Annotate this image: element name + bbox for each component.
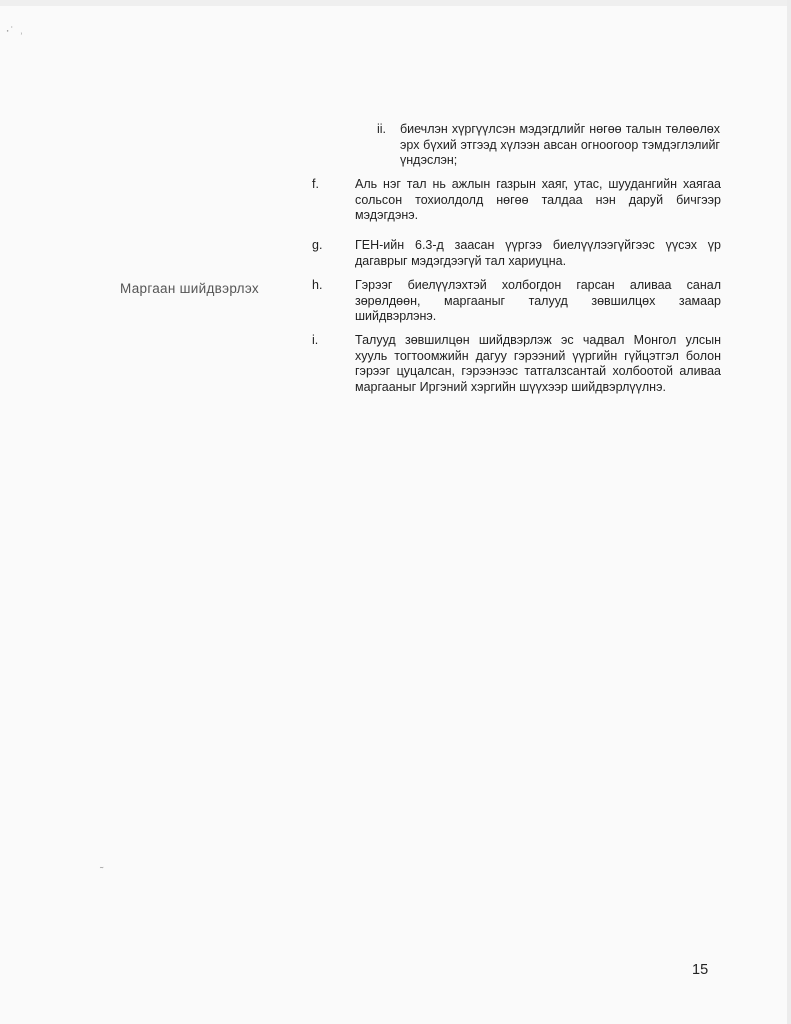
page-number: 15 [692,962,709,978]
list-item-h [312,278,721,325]
scan-edge-top [0,0,791,6]
scan-edge-right [787,0,791,1024]
list-item-ii [377,122,720,169]
scan-speck: ˜ [100,866,105,877]
list-marker: f. [312,177,319,191]
list-item-g [312,238,721,269]
list-item-text: Аль нэг тал нь ажлын газрын хаяг, утас, шуудангийн хаягаа сольсон тохиолдолд нөгөө талдаа нэн даруй бичгээр мэдэгдэнэ. [355,177,721,223]
section-side-label: Маргаан шийдвэрлэх [120,281,259,296]
list-marker: i. [312,333,319,347]
list-marker: g. [312,238,323,252]
list-item-i [312,333,721,395]
list-item-text: ГЕН-ийн 6.3-д заасан үүргээ биелүүлээгүйгээс үүсэх үр дагаврыг мэдэгдээгүй тал хариуцна. [355,238,721,268]
list-item-f [312,177,721,224]
scan-speck: ⸱˙ ˒ [6,24,25,38]
list-marker: h. [312,278,323,292]
list-item-text: Гэрээг биелүүлэхтэй холбогдон гарсан аливаа санал зөрөлдөөн, маргааныг талууд зөвшилцөх замаар шийдвэрлэнэ. [355,278,721,324]
list-marker: ii. [377,122,387,136]
list-item-text: биечлэн хүргүүлсэн мэдэгдлийг нөгөө талын төлөөлөх эрх бүхий этгээд хүлээн авсан огноогоор тэмдэглэлийг үндэслэн; [400,122,720,168]
list-item-text: Талууд зөвшилцөн шийдвэрлэж эс чадвал Монгол улсын хууль тогтоомжийн дагуу гэрээний үүргийн гүйцэтгэл болон гэрээг цуцалсан, гэрээнээс татгалзсантай холбоотой аливаа маргааныг Иргэний хэргийн шүүхээр шийдвэрлүүлнэ. [355,333,721,394]
